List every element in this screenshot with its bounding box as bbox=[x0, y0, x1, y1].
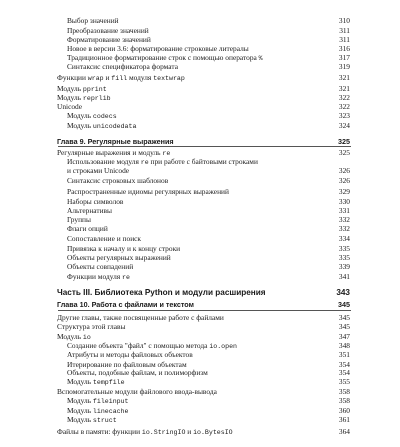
toc-entry-title bbox=[57, 73, 185, 84]
title-fragment: Объекты совпадений bbox=[67, 262, 134, 271]
toc-entry-title bbox=[67, 234, 141, 244]
title-fragment: модуля bbox=[127, 73, 154, 82]
toc-page-number: 358 bbox=[338, 387, 350, 396]
title-fragment: Файлы в памяти: функции bbox=[57, 427, 142, 436]
toc-entry bbox=[0, 377, 400, 387]
title-fragment: Флаги опций bbox=[67, 224, 108, 233]
toc-entry bbox=[0, 350, 400, 360]
title-fragment: Новое в версии 3.6: форматирование строковые литералы bbox=[67, 44, 249, 53]
toc-page-number: 354 bbox=[338, 360, 350, 369]
toc-entry-title bbox=[67, 121, 136, 132]
title-fragment: Объекты регулярных выражений bbox=[67, 253, 171, 262]
title-fragment: Форматирование значений bbox=[67, 35, 151, 44]
toc-page-number: 323 bbox=[338, 111, 350, 120]
toc-page-number: 322 bbox=[338, 93, 350, 102]
chapter-divider bbox=[58, 146, 351, 147]
toc-entry bbox=[0, 121, 400, 131]
toc-page-number: 330 bbox=[338, 197, 350, 206]
title-fragment: Традиционное форматирование строк с помощью оператора bbox=[67, 53, 259, 62]
chapter-heading bbox=[0, 300, 400, 310]
toc-page-number: 322 bbox=[338, 102, 350, 111]
code-fragment: wrap bbox=[87, 75, 104, 82]
title-fragment: Синтаксис спецификатора формата bbox=[67, 62, 178, 71]
toc-entry-title bbox=[67, 272, 130, 283]
toc-entry bbox=[0, 272, 400, 282]
code-fragment: struct bbox=[92, 417, 117, 424]
toc-entry-title bbox=[57, 427, 233, 438]
toc-entry bbox=[0, 224, 400, 234]
title-fragment: и bbox=[185, 427, 194, 436]
toc-page-number: 343 bbox=[336, 288, 350, 297]
code-fragment: tempfile bbox=[92, 379, 125, 386]
title-fragment: Глава 9. Регулярные выражения bbox=[57, 137, 174, 146]
toc-page-number: 364 bbox=[338, 427, 350, 436]
code-fragment: % bbox=[258, 55, 263, 62]
code-fragment: io.open bbox=[209, 343, 238, 350]
code-fragment: io bbox=[82, 334, 91, 341]
toc-page-number: 345 bbox=[338, 322, 350, 331]
toc-page-number: 326 bbox=[338, 176, 350, 185]
toc-page-number: 325 bbox=[338, 148, 350, 157]
toc-entry-title bbox=[67, 350, 193, 360]
toc-entry-title bbox=[67, 262, 133, 272]
title-fragment: Создание объекта "файл" с помощью метода bbox=[67, 341, 210, 350]
title-fragment: Другие главы, также посвященные работе с файлами bbox=[57, 313, 224, 322]
toc-page-number: 358 bbox=[338, 396, 350, 405]
toc-page-number: 339 bbox=[338, 262, 350, 271]
toc-page-number: 321 bbox=[338, 84, 350, 93]
title-fragment: Синтаксис строковых шаблонов bbox=[67, 176, 169, 185]
title-fragment: Преобразование значений bbox=[67, 26, 149, 35]
toc-page-number: 345 bbox=[338, 300, 350, 309]
title-fragment: Сопоставление и поиск bbox=[67, 234, 142, 243]
toc-page-number: 310 bbox=[338, 16, 350, 25]
toc-entry bbox=[0, 16, 400, 26]
title-fragment: Модуль bbox=[57, 93, 83, 102]
title-fragment: Группы bbox=[67, 215, 91, 224]
title-fragment: Атрибуты и методы файловых объектов bbox=[67, 350, 193, 359]
toc-entry-title bbox=[67, 415, 117, 426]
toc-entry bbox=[0, 396, 400, 406]
toc-page-number: 311 bbox=[339, 26, 350, 35]
title-fragment: Модуль bbox=[67, 415, 93, 424]
title-fragment: Модуль bbox=[67, 121, 93, 130]
toc-entry bbox=[0, 111, 400, 121]
title-fragment: Привязка к началу и к концу строки bbox=[67, 244, 181, 253]
code-fragment: re bbox=[122, 274, 130, 281]
title-fragment: Глава 10. Работа с файлами и текстом bbox=[57, 300, 194, 309]
toc-entry bbox=[0, 262, 400, 272]
toc-page-number: 354 bbox=[338, 368, 350, 377]
title-fragment: Альтернативы bbox=[67, 206, 113, 215]
toc-entry-title bbox=[57, 322, 125, 332]
toc-page-number: 321 bbox=[338, 73, 350, 82]
toc-entry bbox=[0, 166, 400, 176]
toc-page-number: 351 bbox=[338, 350, 350, 359]
toc-page-number: 335 bbox=[338, 253, 350, 262]
title-fragment: Структура этой главы bbox=[57, 322, 126, 331]
chapter-divider bbox=[58, 310, 351, 311]
code-fragment: reprlib bbox=[82, 95, 111, 102]
title-fragment: Модуль bbox=[57, 84, 83, 93]
toc-page-number: 355 bbox=[338, 377, 350, 386]
toc-page-number: 317 bbox=[338, 53, 350, 62]
code-fragment: re bbox=[140, 159, 149, 166]
title-fragment: Модуль bbox=[57, 332, 83, 341]
toc-entry bbox=[0, 415, 400, 425]
toc-page-number: 311 bbox=[339, 35, 350, 44]
code-fragment: textwrap bbox=[153, 75, 185, 82]
toc-entry-title bbox=[67, 176, 168, 186]
code-fragment: codecs bbox=[92, 113, 117, 120]
toc-entry bbox=[0, 73, 400, 83]
toc-entry-title bbox=[67, 187, 229, 197]
title-fragment: Модуль bbox=[67, 111, 93, 120]
toc-entry-title bbox=[67, 224, 108, 234]
toc-entry bbox=[0, 427, 400, 437]
toc-entry-title bbox=[57, 300, 194, 310]
toc-entry-title bbox=[67, 166, 129, 176]
code-fragment: linecache bbox=[92, 408, 129, 415]
code-fragment: pprint bbox=[82, 86, 107, 93]
title-fragment: Вспомогательные модули файлового ввода-вывода bbox=[57, 387, 217, 396]
toc-entry-title bbox=[67, 62, 178, 72]
toc-page-number: 332 bbox=[338, 224, 350, 233]
code-fragment: fill bbox=[111, 75, 128, 82]
toc-page-number: 335 bbox=[338, 244, 350, 253]
title-fragment: и bbox=[103, 73, 112, 82]
title-fragment: Выбор значений bbox=[67, 16, 119, 25]
part-heading bbox=[0, 287, 400, 297]
toc-page-number: 325 bbox=[338, 137, 350, 146]
code-fragment: fileinput bbox=[92, 398, 129, 405]
code-fragment: unicodedata bbox=[92, 123, 137, 130]
title-fragment: Unicode bbox=[57, 102, 83, 111]
toc-page-number: 324 bbox=[338, 121, 350, 130]
toc-page-number: 326 bbox=[338, 166, 350, 175]
toc-page-number: 348 bbox=[338, 341, 350, 350]
toc-entry-title bbox=[57, 287, 266, 299]
toc-entry bbox=[0, 322, 400, 332]
toc-page-number: 329 bbox=[338, 187, 350, 196]
title-fragment: Модуль bbox=[67, 396, 93, 405]
toc-page-number: 334 bbox=[338, 234, 350, 243]
title-fragment: Часть III. Библиотека Python и модули расширения bbox=[57, 288, 266, 297]
title-fragment: Использование модуля bbox=[67, 157, 141, 166]
toc-page-number: 341 bbox=[338, 272, 350, 281]
code-fragment: io.StringIO bbox=[141, 429, 186, 436]
title-fragment: Распространенные идиомы регулярных выражений bbox=[67, 187, 229, 196]
title-fragment: Функции bbox=[57, 73, 88, 82]
toc-page-number: 345 bbox=[338, 313, 350, 322]
code-fragment: io.BytesIO bbox=[193, 429, 233, 436]
toc-entry bbox=[0, 234, 400, 244]
code-fragment: re bbox=[162, 150, 171, 157]
title-fragment: Функции модуля bbox=[67, 272, 123, 281]
toc-entry bbox=[0, 187, 400, 197]
toc-page-number: 361 bbox=[338, 415, 350, 424]
title-fragment: Регулярные выражения и модуль bbox=[57, 148, 163, 157]
title-fragment: при работе с байтовыми строками bbox=[148, 157, 258, 166]
title-fragment: Итерирование по файловым объектам bbox=[67, 360, 187, 369]
title-fragment: Модуль bbox=[67, 406, 93, 415]
toc-page-number: 331 bbox=[338, 206, 350, 215]
toc-page-number: 332 bbox=[338, 215, 350, 224]
title-fragment: Модуль bbox=[67, 377, 93, 386]
title-fragment: Объекты, подобные файлам, и полиморфизм bbox=[67, 368, 208, 377]
toc-page-number: 316 bbox=[338, 44, 350, 53]
toc-page-number: 360 bbox=[338, 406, 350, 415]
toc-entry bbox=[0, 62, 400, 72]
title-fragment: и строками Unicode bbox=[67, 166, 130, 175]
toc-entry bbox=[0, 176, 400, 186]
title-fragment: Наборы символов bbox=[67, 197, 124, 206]
toc-entry-title bbox=[67, 16, 119, 26]
toc-page-number: 347 bbox=[338, 332, 350, 341]
toc-page-number: 319 bbox=[338, 62, 350, 71]
